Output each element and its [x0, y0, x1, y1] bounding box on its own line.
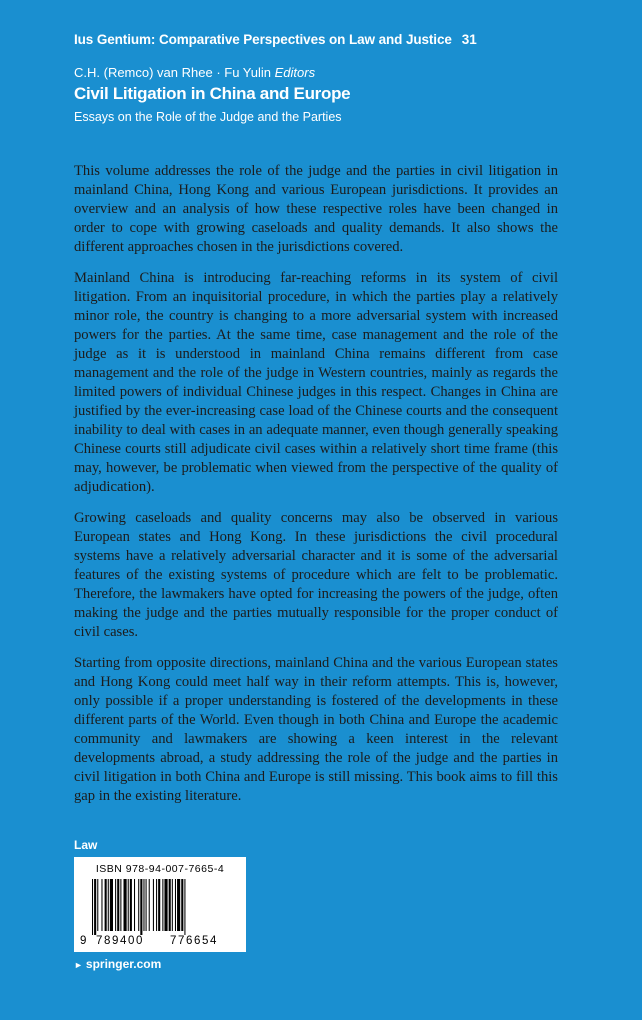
barcode-bar [124, 879, 127, 931]
barcode-bar [115, 879, 116, 931]
barcode-bar [172, 879, 173, 931]
barcode-bar [149, 879, 150, 931]
barcode-bar [117, 879, 119, 931]
blurb-text [74, 162, 558, 818]
barcode-bar [120, 879, 121, 931]
barcode-bar [162, 879, 163, 931]
barcode-bar [92, 879, 93, 935]
book-title: Civil Litigation in China and Europe [74, 84, 351, 103]
publisher-url[interactable] [74, 957, 161, 971]
isbn-first-digit: 9 [80, 935, 88, 947]
barcode-bar [128, 879, 129, 931]
blurb-paragraph: Growing caseloads and quality concerns may also be observed in various European states and Hong Kong. In these jurisdictions the civil procedural systems have a relatively adversarial character and it is some of the adversarial features of the existing systems of procedure which are felt to be problematic. Therefore, the lawmakers have opted for increasing the powers of the judge, often making the judge and the parties mutually responsible for the proper conduct of civil cases. [74, 510, 558, 640]
barcode-bar [184, 879, 185, 935]
blurb-paragraph: Mainland China is introducing far-reaching reforms in its system of civil litigation. From an inquisitorial procedure, in which the parties play a relatively minor role, the country is changing to a more adversarial system with increased powers for the parties. At the same time, case management and the role of the judge as it is understood in mainland China remains different from case management and the role of the judge in Western countries, mainly as regards the limited powers of individual Chinese judges in this respect. Changes in China are justified by the ever-increasing case load of the Chinese courts and the consequent inability to deal with cases in an adequate manner, even though generally speaking Chinese courts still adjudicate civil cases within a relatively short time frame (this may, however, be problematic when viewed from the perspective of the quality of adjudication). [74, 270, 558, 495]
barcode-bar [146, 879, 147, 931]
barcode-bar [110, 879, 113, 931]
series-name: Ius Gentium: Comparative Perspectives on Law and Justice [74, 32, 452, 47]
barcode-bar [156, 879, 157, 931]
barcode-bar [97, 879, 98, 931]
barcode-bar [177, 879, 180, 931]
barcode-bar [175, 879, 176, 931]
barcode-bar [143, 879, 144, 931]
blurb-paragraph: This volume addresses the role of the judge and the parties in civil litigation in mainland China, Hong Kong and various European jurisdictions. It provides an overview and an analysis of how these respective roles have been changed in order to cope with growing caseloads and quality demands. It also shows the different approaches chosen in the jurisdictions covered. [74, 163, 558, 255]
editors-role: Editors [274, 65, 316, 80]
editor-names: C.H. (Remco) van Rhee · Fu Yulin [74, 65, 271, 80]
arrow-right-icon: ► [74, 960, 83, 970]
barcode-bars [90, 879, 230, 935]
editors-line [74, 65, 315, 80]
barcode-bar [138, 879, 139, 931]
barcode-bar [169, 879, 171, 931]
barcode-bar [153, 879, 154, 931]
publisher-url-text: springer.com [85, 957, 162, 971]
series-number: 31 [461, 32, 477, 47]
barcode-bar [108, 879, 109, 931]
barcode-bar [130, 879, 132, 931]
barcode-bar [181, 879, 183, 931]
barcode-bar [158, 879, 160, 931]
barcode-bar [134, 879, 135, 931]
barcode-bar [101, 879, 102, 931]
book-subtitle: Essays on the Role of the Judge and the Parties [74, 110, 342, 124]
isbn-digit-group-left: 789400 [96, 935, 144, 947]
barcode-bar [105, 879, 107, 931]
barcode-bar [94, 879, 96, 935]
subject-category: Law [74, 838, 98, 852]
series-line [74, 32, 477, 47]
isbn-label: ISBN 978-94-007-7665-4 [95, 863, 225, 875]
isbn-digit-group-right: 776654 [170, 935, 218, 947]
barcode-bar [164, 879, 167, 931]
barcode-bar [140, 879, 142, 935]
blurb-paragraph: Starting from opposite directions, mainland China and the various European states and Hong Kong could meet half way in their reform attempts. This is, however, only possible if a proper understanding is fostered of the developments in these different parts of the World. Even though in both China and Europe the academic community and lawmakers are showing a keen interest in the relevant developments abroad, a study addressing the role of the judge and the parties in civil litigation in both China and Europe is still missing. This book aims to fill this gap in the existing literature. [74, 655, 558, 804]
isbn-barcode [74, 857, 246, 952]
